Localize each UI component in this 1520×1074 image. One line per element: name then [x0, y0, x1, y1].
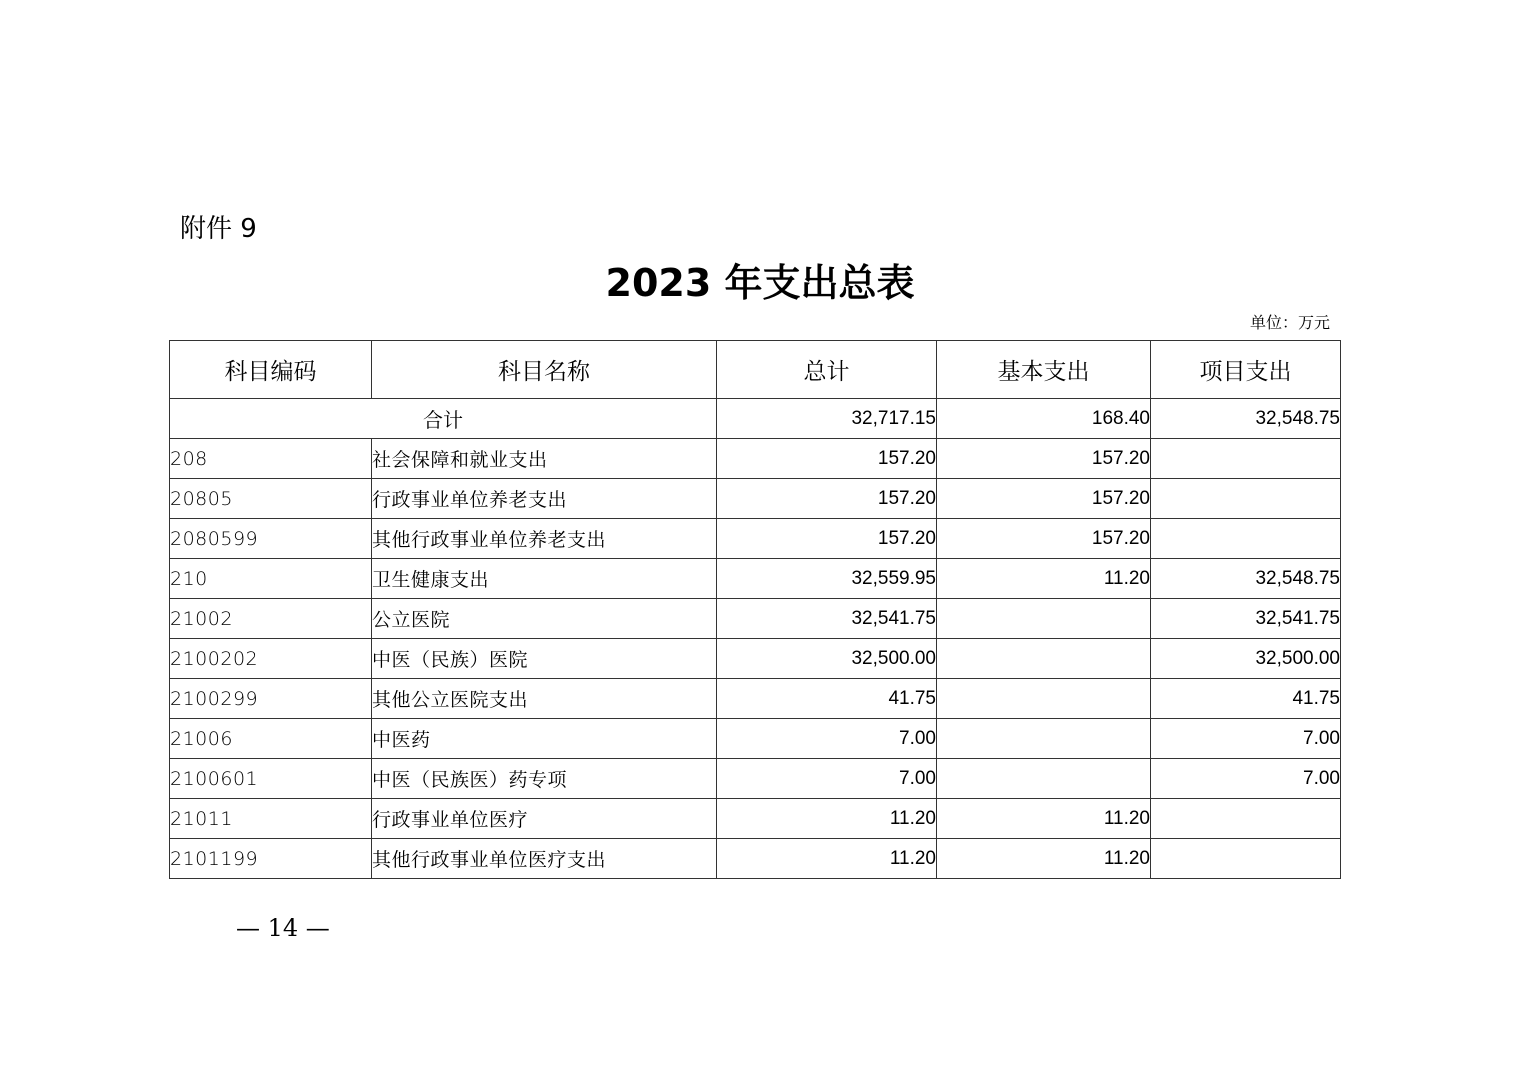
name-cell: 其他行政事业单位养老支出 — [372, 519, 717, 559]
basic-cell: 11.20 — [937, 799, 1151, 839]
project-cell: 41.75 — [1151, 679, 1341, 719]
table-row — [170, 839, 1341, 879]
project-cell — [1151, 799, 1341, 839]
code-cell: 21002 — [170, 599, 372, 639]
total-cell: 32,541.75 — [717, 599, 937, 639]
name-cell: 社会保障和就业支出 — [372, 439, 717, 479]
name-cell: 其他公立医院支出 — [372, 679, 717, 719]
total-cell: 157.20 — [717, 439, 937, 479]
code-cell: 20805 — [170, 479, 372, 519]
table-row — [170, 679, 1341, 719]
total-row — [170, 399, 1341, 439]
code-cell: 208 — [170, 439, 372, 479]
name-cell: 行政事业单位医疗 — [372, 799, 717, 839]
table-row — [170, 479, 1341, 519]
project-cell: 7.00 — [1151, 719, 1341, 759]
name-cell: 其他行政事业单位医疗支出 — [372, 839, 717, 879]
total-label: 合计 — [170, 399, 717, 439]
basic-cell — [937, 639, 1151, 679]
project-cell: 7.00 — [1151, 759, 1341, 799]
table-row — [170, 559, 1341, 599]
code-cell: 21006 — [170, 719, 372, 759]
table-header-row — [170, 341, 1341, 399]
column-header-basic: 基本支出 — [937, 341, 1151, 399]
page-title: 2023 年支出总表 — [605, 261, 915, 305]
page-number: — 14 — — [236, 914, 330, 942]
expenditure-table — [169, 340, 1341, 879]
total-cell: 32,717.15 — [717, 399, 937, 439]
total-cell: 157.20 — [717, 519, 937, 559]
code-cell: 2100601 — [170, 759, 372, 799]
name-cell: 行政事业单位养老支出 — [372, 479, 717, 519]
basic-cell: 157.20 — [937, 519, 1151, 559]
table-row — [170, 519, 1341, 559]
table-row — [170, 599, 1341, 639]
project-cell — [1151, 479, 1341, 519]
name-cell: 卫生健康支出 — [372, 559, 717, 599]
attachment-label: 附件 9 — [180, 214, 257, 244]
name-cell: 中医药 — [372, 719, 717, 759]
name-cell: 中医（民族）医院 — [372, 639, 717, 679]
basic-cell — [937, 719, 1151, 759]
code-cell: 2080599 — [170, 519, 372, 559]
basic-cell — [937, 759, 1151, 799]
basic-cell: 157.20 — [937, 479, 1151, 519]
name-cell: 公立医院 — [372, 599, 717, 639]
project-cell: 32,548.75 — [1151, 399, 1341, 439]
total-cell: 11.20 — [717, 839, 937, 879]
total-cell: 32,500.00 — [717, 639, 937, 679]
project-cell — [1151, 439, 1341, 479]
total-cell: 7.00 — [717, 759, 937, 799]
project-cell — [1151, 839, 1341, 879]
basic-cell — [937, 679, 1151, 719]
project-cell: 32,548.75 — [1151, 559, 1341, 599]
code-cell: 210 — [170, 559, 372, 599]
project-cell: 32,541.75 — [1151, 599, 1341, 639]
total-cell: 32,559.95 — [717, 559, 937, 599]
table-row — [170, 639, 1341, 679]
column-header-name: 科目名称 — [372, 341, 717, 399]
basic-cell: 157.20 — [937, 439, 1151, 479]
table-row — [170, 759, 1341, 799]
total-cell: 41.75 — [717, 679, 937, 719]
total-cell: 11.20 — [717, 799, 937, 839]
code-cell: 2101199 — [170, 839, 372, 879]
column-header-code: 科目编码 — [170, 341, 372, 399]
code-cell: 21011 — [170, 799, 372, 839]
name-cell: 中医（民族医）药专项 — [372, 759, 717, 799]
column-header-total: 总计 — [717, 341, 937, 399]
project-cell — [1151, 519, 1341, 559]
table-row — [170, 799, 1341, 839]
project-cell: 32,500.00 — [1151, 639, 1341, 679]
basic-cell: 11.20 — [937, 839, 1151, 879]
code-cell: 2100299 — [170, 679, 372, 719]
basic-cell: 11.20 — [937, 559, 1151, 599]
table-row — [170, 439, 1341, 479]
basic-cell — [937, 599, 1151, 639]
unit-label: 单位：万元 — [1249, 313, 1330, 332]
basic-cell: 168.40 — [937, 399, 1151, 439]
column-header-project: 项目支出 — [1151, 341, 1341, 399]
total-cell: 7.00 — [717, 719, 937, 759]
table-row — [170, 719, 1341, 759]
code-cell: 2100202 — [170, 639, 372, 679]
total-cell: 157.20 — [717, 479, 937, 519]
